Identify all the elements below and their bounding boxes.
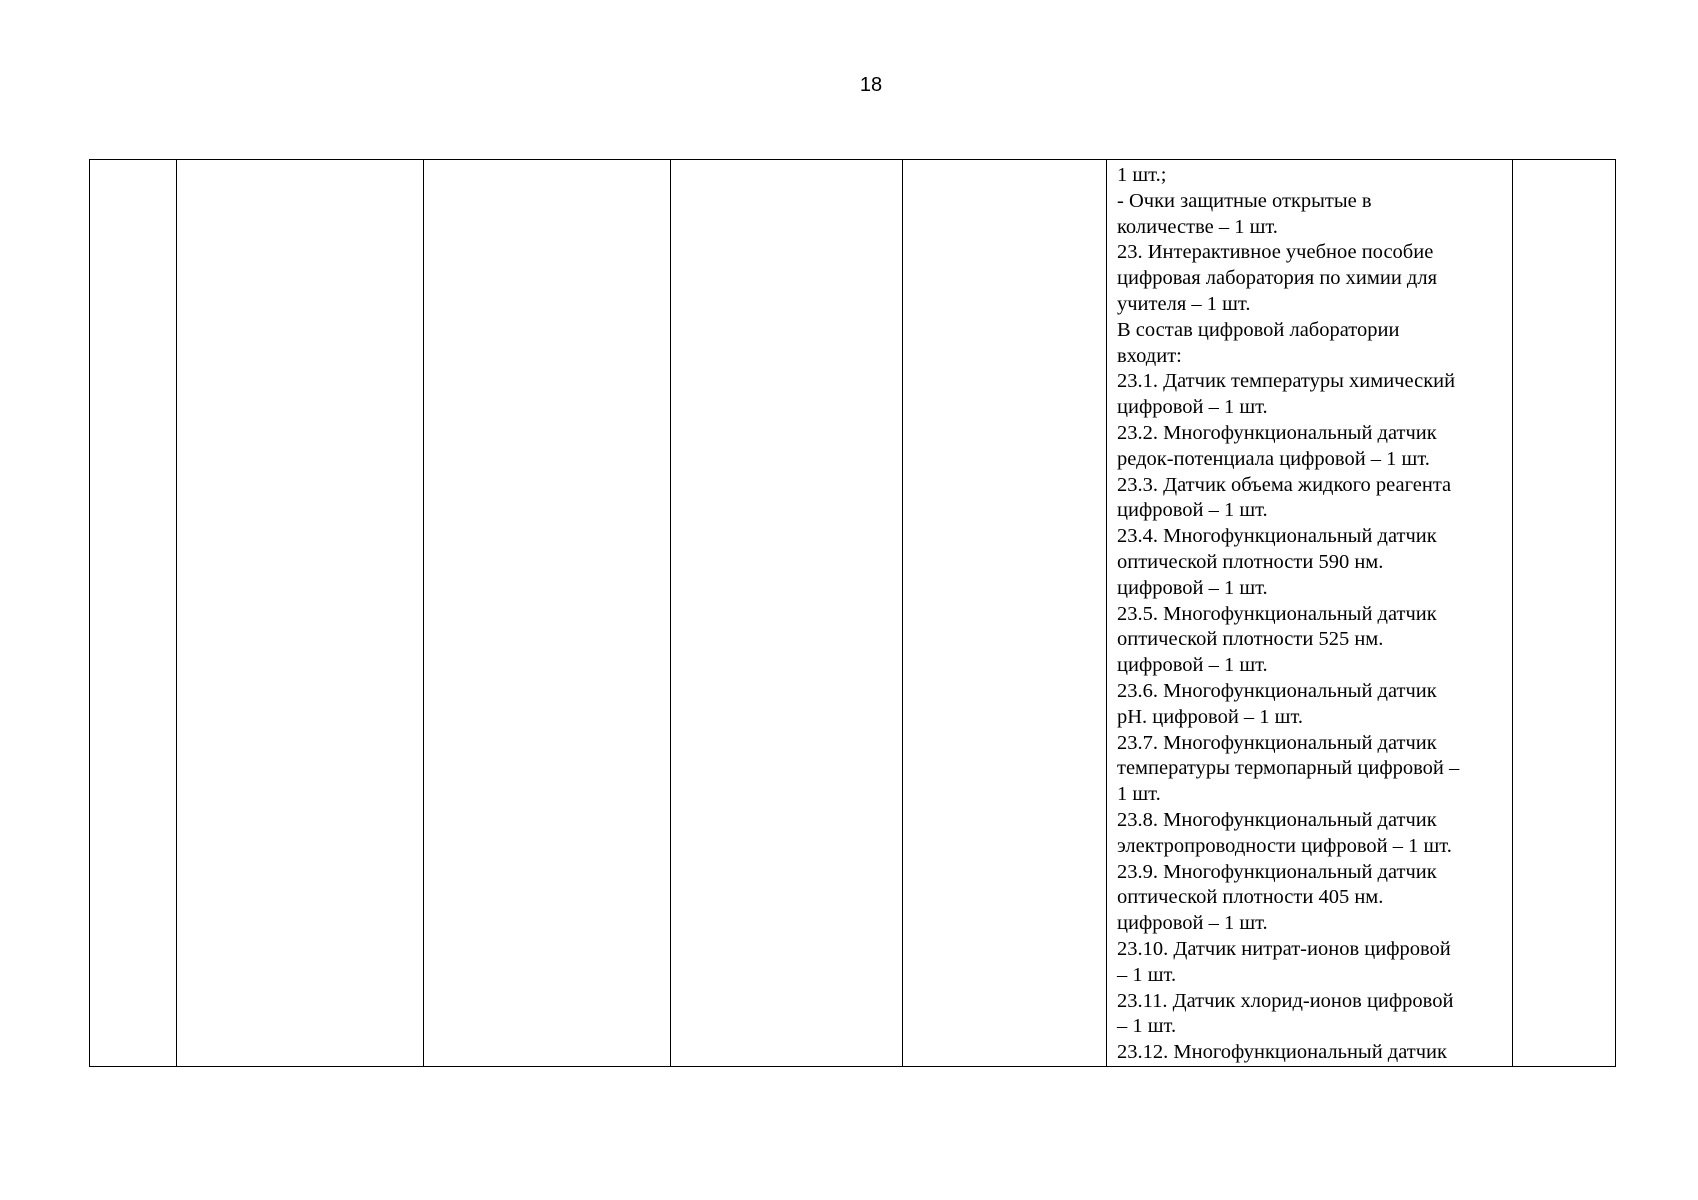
description-line: оптической плотности 525 нм. [1117,628,1384,651]
table-cell-4 [671,160,903,1067]
equipment-description-text [1107,160,1512,1066]
description-line: цифровая лаборатория по химии для [1117,267,1438,290]
description-line: количестве – 1 шт. [1117,215,1278,238]
description-line: pH. цифровой – 1 шт. [1117,705,1303,728]
page-number: 18 [859,74,883,96]
description-line: оптической плотности 405 нм. [1117,886,1384,909]
table-cell-2 [177,160,424,1067]
description-line: 23.7. Многофункциональный датчик [1117,731,1437,754]
description-line: - Очки защитные открытые в [1117,189,1372,212]
description-line: 1 шт.; [1117,164,1167,186]
description-line: цифровой – 1 шт. [1117,499,1268,522]
description-line: 23.2. Многофункциональный датчик [1117,421,1437,444]
equipment-table [89,159,1616,1067]
description-line: цифровой – 1 шт. [1117,396,1268,419]
description-line: В состав цифровой лаборатории [1117,318,1400,341]
description-line: входит: [1117,344,1182,367]
description-line: 23.6. Многофункциональный датчик [1117,679,1437,702]
table-row [90,160,1616,1067]
description-line: температуры термопарный цифровой – [1117,757,1460,780]
description-line: 23.8. Многофункциональный датчик [1117,808,1437,831]
description-line: 23.5. Многофункциональный датчик [1117,602,1437,625]
description-line: электропроводности цифровой – 1 шт. [1117,834,1452,857]
table-cell-3 [424,160,671,1067]
description-line: цифровой – 1 шт. [1117,912,1268,935]
description-line: – 1 шт. [1117,963,1177,986]
description-line: 23.11. Датчик хлорид-ионов цифровой [1117,989,1454,1012]
description-line: редок-потенциала цифровой – 1 шт. [1117,447,1430,470]
description-line: 23.1. Датчик температуры химический [1117,370,1456,393]
description-line: 23. Интерактивное учебное пособие [1117,241,1434,264]
description-line: оптической плотности 590 нм. [1117,550,1384,573]
table-cell-equipment-description [1107,160,1513,1067]
table-cell-5 [903,160,1107,1067]
description-line: 23.10. Датчик нитрат-ионов цифровой [1117,937,1451,960]
description-line: – 1 шт. [1117,1015,1177,1038]
description-line: цифровой – 1 шт. [1117,654,1268,677]
description-line: учителя – 1 шт. [1117,292,1251,315]
table-cell-number [90,160,177,1067]
description-line: 23.3. Датчик объема жидкого реагента [1117,473,1452,496]
description-line: цифровой – 1 шт. [1117,576,1268,599]
description-line: 23.9. Многофункциональный датчик [1117,860,1437,883]
description-line: 23.12. Многофункциональный датчик [1117,1041,1447,1064]
description-line: 23.4. Многофункциональный датчик [1117,525,1437,548]
description-line: 1 шт. [1117,783,1161,806]
table-cell-7 [1513,160,1616,1067]
